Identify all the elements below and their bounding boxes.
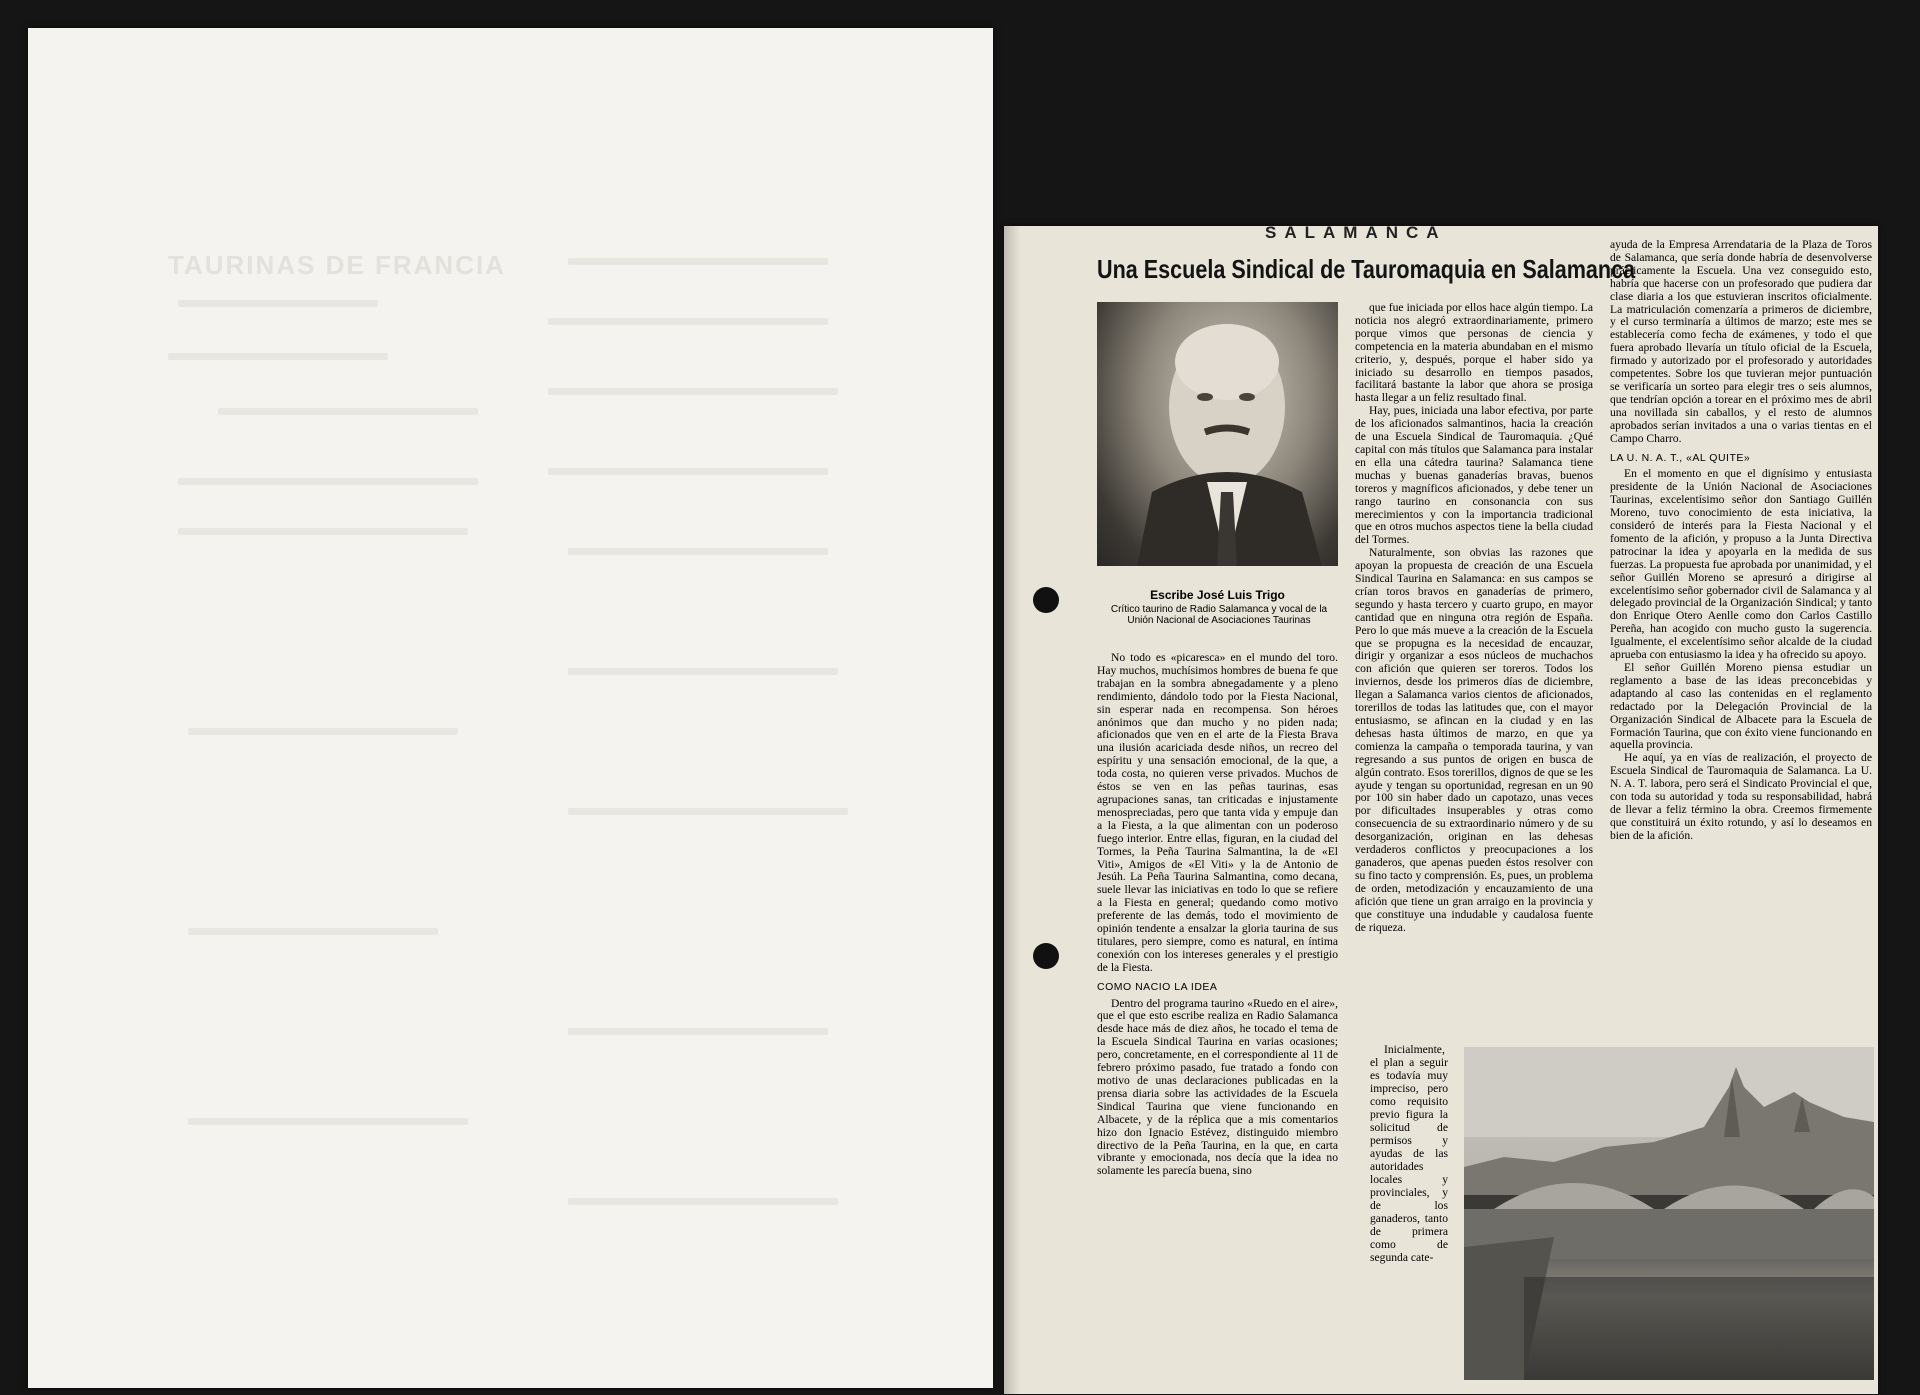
article-column-3 <box>1610 239 1872 1049</box>
article-paragraph: Hay, pues, iniciada una labor efectiva, por parte de los aficionados salmantinos, hacia la creación de una Escuela Sindical de Tauromaquia. ¿Qué capital con más títulos que Salamanca para instalar en ella una cátedra taurina? Salamanca tiene muchas y buenas ganaderías bravas, buenos toreros y magníficos aficionados, y debe tener un rango taurino en consonancia con sus merecimientos y con la importancia tradicional que en otros muchos aspectos tiene la bella ciudad del Tormes. <box>1355 404 1593 547</box>
show-through-line <box>568 668 838 675</box>
article-paragraph: El señor Guillén Moreno piensa estudiar un reglamento a base de las ideas preconcebidas y adaptando al caso las contenidas en el reglamento redactado por la Delegación Provincial de la Organización Sindical de Albacete para la Escuela de Formación Taurina, que con éxito viene funcionando en aquella provincia. <box>1610 661 1872 752</box>
show-through-line <box>548 318 828 325</box>
article-paragraph: Naturalmente, son obvias las razones que apoyan la propuesta de creación de una Escuela Sindical Taurina en Salamanca: en sus campos se crían toros bravos en ganaderías de primero, segundo y hasta tercero y cuarto grupo, en mayor cantidad que en ninguna otra región de España. Pero lo que más mueve a la creación de la Escuela que se propugna es la necesidad de encauzar, dirigir y organizar a esos núcleos de muchachos con afición que quieren ser toreros. Todos los inviernos, desde los primeros días de diciembre, llegan a Salamanca varios cientos de aficionados, torerillos de todas las latitudes que, con el mayor entusiasmo, se afincan en la ciudad y en las dehesas hasta últimos de marzo, en que ya comienza la campaña o temporada taurina, y van regresando a sus puntos de origen en busca de algún contrato. Esos torerillos, dignos de que se les ayude y tengan su oportunidad, regresan en un 90 por 100 sin haber dado un capotazo, unas veces por dificultades insuperables y otras como consecuencia de su extraordinario número y de su desorganización, originan en las dehesas verdaderos conflictos y preocupaciones a los ganaderos, que apenas pueden éstos resolver con su fino tacto y comprensión. Es, pues, un problema de orden, metodización y encauzamiento de una afición que tiene un gran arraigo en la provincia y que constituye una indudable y caudalosa fuente de riqueza. <box>1355 546 1593 934</box>
show-through-line <box>568 548 828 555</box>
show-through-title: TAURINAS DE FRANCIA <box>168 250 506 280</box>
show-through-line <box>548 388 838 395</box>
author-credentials: Crítico taurino de Radio Salamanca y vocal de la Unión Nacional de Asociaciones Taurinas <box>1110 604 1328 626</box>
show-through-line <box>568 1028 828 1035</box>
article-column-2-continuation <box>1370 1043 1448 1277</box>
section-kicker: SALAMANCA <box>1265 223 1447 242</box>
article-paragraph: Dentro del programa taurino «Ruedo en el aire», que el que esto escribe realiza en Radio Salamanca desde hace más de diez años, he tocado el tema de la Escuela Sindical Taurina en varias ocasiones; pero, concretamente, en el correspondiente al 11 de febrero próximo pasado, fue tratado a fondo con motivo de unas declaraciones publicadas en la prensa diaria sobre las actividades de la Escuela Sindical Taurina que viene funcionando en Albacete, y de la réplica que a mis comentarios hizo don Ignacio Estévez, distinguido miembro directivo de la Peña Taurina, en la que, en carta vibrante y emocionada, nos decía que la idea no solamente les parecía buena, sino <box>1097 996 1338 1178</box>
show-through-line <box>168 353 388 360</box>
show-through-line <box>178 528 468 535</box>
article-column-1 <box>1097 652 1338 1280</box>
article-headline: Una Escuela Sindical de Tauromaquia en Salamanca <box>1097 254 1636 284</box>
show-through-line <box>568 808 848 815</box>
article-byline: Escribe José Luis Trigo <box>1150 588 1285 602</box>
salamanca-bridge-photo <box>1464 1047 1874 1380</box>
article-paragraph: ayuda de la Empresa Arrendataria de la Plaza de Toros de Salamanca, que sería donde habría de desenvolverse prácticamente la Escuela. Una vez conseguido esto, habría que hacerse con un profesorado que pudiera dar clase diaria a los que estuvieran inscritos oficialmente. La matriculación comenzaría a primeros de diciembre, y el curso terminaría a últimos de marzo; este mes se establecería como fecha de exámenes, y todo el que fuera aprobado llevaría un título oficial de la Escuela, firmado y autorizado por el profesorado y autoridades competentes. Sobre los que tuvieran mejor puntuación se verificaría un sorteo para elegir tres o seis alumnos, que tendrían opción a torear en el próximo mes de abril una novillada sin caballos, y el resto de alumnos aprobados serían invitados a una o varias tientas en el Campo Charro. <box>1610 239 1872 445</box>
article-subheading: COMO NACIO LA IDEA <box>1097 980 1218 993</box>
punch-hole <box>1033 943 1059 969</box>
clipping-fold-edge <box>1004 226 1020 1394</box>
article-subheading: LA U. N. A. T., «AL QUITE» <box>1610 451 1751 464</box>
show-through-line <box>568 1198 838 1205</box>
show-through-line <box>178 300 378 307</box>
show-through-line <box>188 728 458 735</box>
show-through-line <box>178 478 478 485</box>
show-through-line <box>188 1118 468 1125</box>
article-paragraph: He aquí, ya en vías de realización, el proyecto de Escuela Sindical de Tauromaquia de Salamanca. La U. N. A. T. labora, pero será el Sindicato Provincial el que, con toda su autoridad y toda su responsabilidad, habrá de llevar a feliz término la obra. Creemos firmemente que constituirá un éxito rotundo, y así lo deseamos en bien de la afición. <box>1610 751 1872 842</box>
show-through-line <box>568 258 828 265</box>
article-paragraph: No todo es «picaresca» en el mundo del toro. Hay muchos, muchísimos hombres de buena fe que trabajan en la sombra abnegadamente y a pleno rendimiento, dándolo todo por la Fiesta Nacional, sin esperar nada en recompensa. Son héroes anónimos que dan mucho y no piden nada; aficionados que ven en el arte de la Fiesta Brava una ilusión acariciada desde niños, un recreo del espíritu y una sensación emocional, de la que, a toda costa, no quieren verse privados. Muchos de éstos se ven en las peñas taurinas, esas agrupaciones sanas, tan criticadas e injustamente menospreciadas, pero que tanta vida y empuje dan a la Fiesta, a la que alimentan con un poderoso fuego interior. Entre ellas, figuran, en la ciudad del Tormes, la Peña Taurina Salmantina, la de «El Viti», Amigos de «El Viti» y la de Antonio de Jesúh. La Peña Taurina Salmantina, como decana, suele llevar las iniciativas en todo lo que se refiere a la Fiesta en general; quedando como motivo preferente de las demás, todo el movimiento de opinión tendente a ensalzar la gloria taurina de sus titulares, pero siempre, como es natural, en íntima conexión con los intereses generales y el prestigio de la Fiesta. <box>1097 652 1338 974</box>
author-portrait-photo <box>1097 302 1338 566</box>
show-through-line <box>188 928 438 935</box>
show-through-line <box>218 408 478 415</box>
article-column-2 <box>1355 302 1593 1092</box>
show-through-line <box>548 468 828 475</box>
article-paragraph: que fue iniciada por ellos hace algún tiempo. La noticia nos alegró extraordinariamente, primero porque vimos que personas de ciencia y competencia en la materia abundaban en el mismo criterio, y, después, porque el haber sido ya iniciado su desarrollo en tiempos pasados, facilitará bastante la labor que ahora se prosiga hasta llegar a un feliz resultado final. <box>1355 302 1593 405</box>
punch-hole <box>1033 587 1059 613</box>
blank-back-page <box>28 28 993 1388</box>
article-paragraph: En el momento en que el dignísimo y entusiasta presidente de la Unión Nacional de Asociaciones Taurinas, excelentísimo señor don Santiago Guillén Moreno, tuvo conocimiento de esta iniciativa, la consideró de interés para la Fiesta Nacional y el fomento de la afición, y propuso a la Junta Directiva patrocinar la idea y apoyarla en la medida de sus fuerzas. La propuesta fue aprobada por unanimidad, y el señor Guillén Moreno se apresuró a dirigirse al excelentísimo señor gobernador civil de Salamanca y al delegado provincial de la Organización Sindical; y tanto don Enrique Otero Aenlle como don Carlos Castillo Pereña, han acogido con mucho gusto la sugerencia. Igualmente, el excelentísimo señor alcalde de la ciudad aprueba con entusiasmo la idea y ha ofrecido su apoyo. <box>1610 467 1872 662</box>
article-paragraph: Inicialmente, el plan a seguir es todavía muy impreciso, pero como requisito previo figura la solicitud de permisos y ayudas de las autoridades locales y provinciales, y de los ganaderos, tanto de primera como de segunda cate- <box>1370 1043 1448 1264</box>
